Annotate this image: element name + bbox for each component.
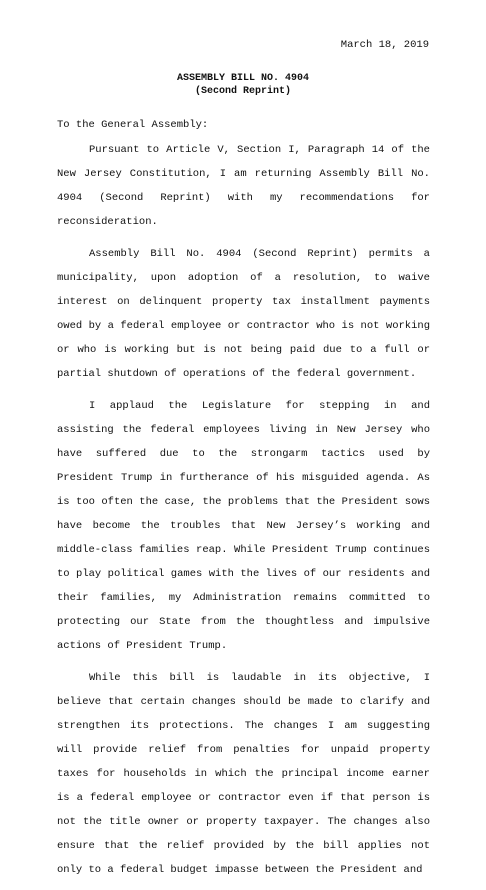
paragraph-4: While this bill is laudable in its objective, I believe that certain changes should be made to clarify and strengthen its protections. The changes I am suggesting will provide relief from penalties for unpaid property taxes for households in which the principal income earner is a federal employee or contractor even if that person is not the title owner or property taxpayer. The changes also ensure that the relief provided by the bill applies not only to a federal budget impasse between the President and: [57, 672, 430, 876]
letter-body: [57, 138, 430, 890]
letter-date: March 18, 2019: [340, 39, 429, 51]
paragraph-3: I applaud the Legislature for stepping in and assisting the federal employees living in New Jersey who have suffered due to the strongarm tactics used by President Trump in furtherance of his misguided agenda. As is too often the case, the problems that the President sows have become the troubles that New Jersey’s working and middle-class families reap. While President Trump continues to play political games with the lives of our residents and their families, my Administration remains committed to protecting our State from the thoughtless and impulsive actions of President Trump.: [57, 400, 430, 652]
salutation: To the General Assembly:: [57, 119, 209, 131]
paragraph-2: Assembly Bill No. 4904 (Second Reprint) permits a municipality, upon adoption of a resolution, to waive interest on delinquent property tax installment payments owed by a federal employee or contractor who is not working or who is working but is not being paid due to a full or partial shutdown of operations of the federal government.: [57, 248, 430, 380]
paragraph-1: Pursuant to Article V, Section I, Paragraph 14 of the New Jersey Constitution, I am returning Assembly Bill No. 4904 (Second Reprint) with my recommendations for reconsideration.: [57, 144, 430, 228]
bill-title: [0, 72, 486, 98]
bill-title-reprint: (Second Reprint): [194, 86, 291, 97]
bill-title-number: ASSEMBLY BILL NO. 4904: [176, 73, 310, 84]
